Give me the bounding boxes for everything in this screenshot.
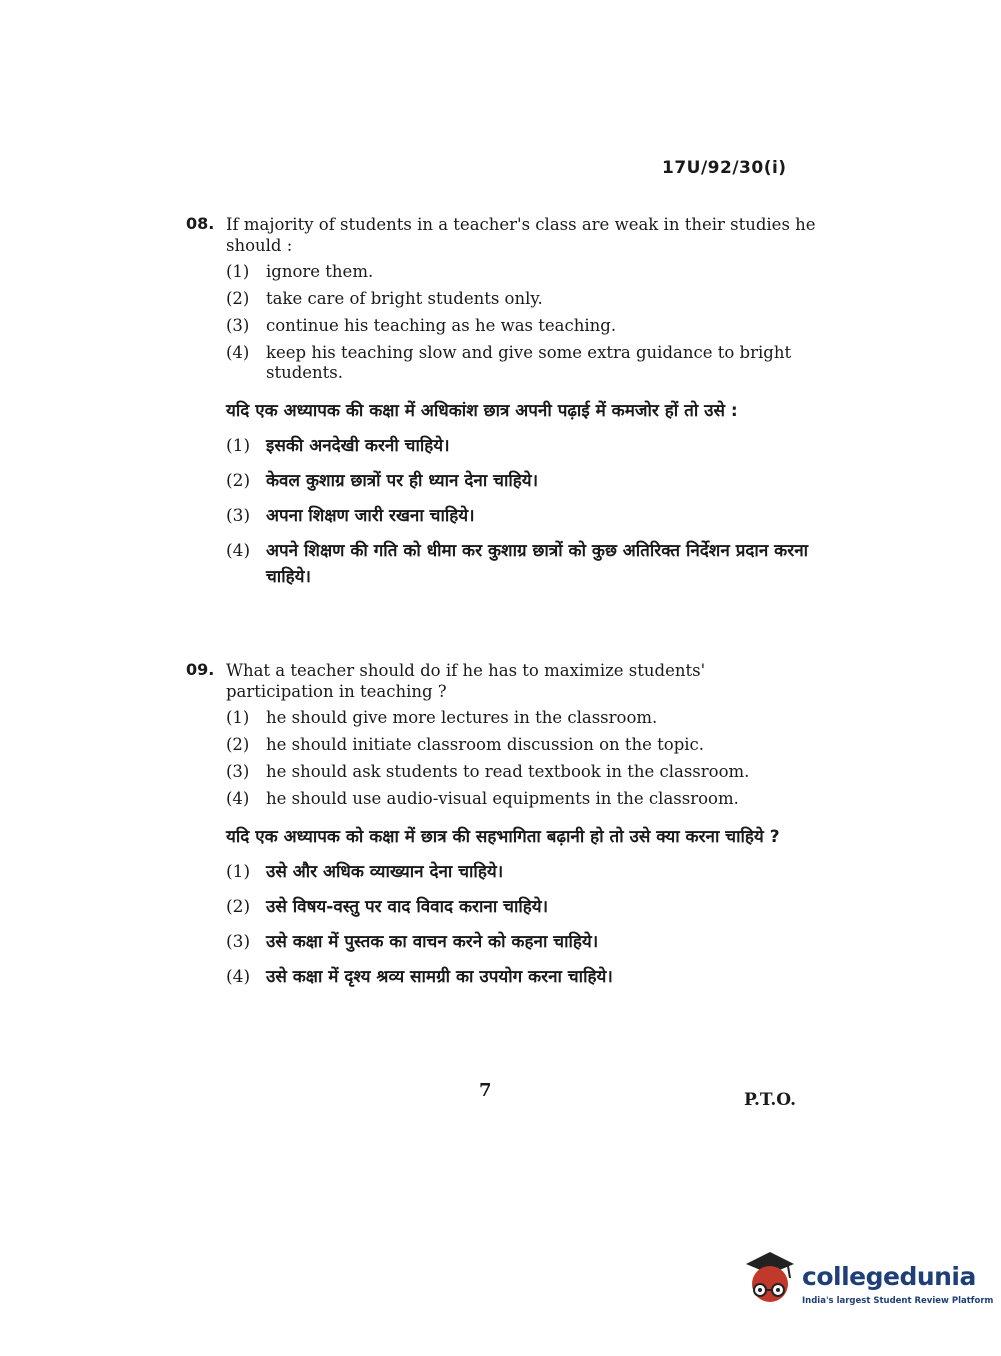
- option: [226, 262, 816, 282]
- option-number: (4): [226, 343, 250, 362]
- option-hindi: [226, 538, 816, 590]
- question-text: If majority of students in a teacher's class are weak in their studies he should :: [226, 215, 816, 255]
- option-hindi: [226, 964, 816, 990]
- option-hindi: [226, 894, 816, 920]
- option: [226, 708, 816, 728]
- option-number: (2): [226, 471, 251, 491]
- collegedunia-watermark: [742, 1248, 994, 1318]
- option: [226, 762, 816, 782]
- options-list-hindi: [226, 433, 816, 590]
- pto-label: P.T.O.: [744, 1090, 796, 1110]
- option-hindi: [226, 433, 816, 459]
- options-list: [226, 262, 816, 383]
- question-text-hindi: यदि एक अध्यापक की कक्षा में अधिकांश छात्र अपनी पढ़ाई में कमजोर हों तो उसे :: [226, 401, 738, 421]
- question-08: [186, 214, 816, 599]
- option-text: he should initiate classroom discussion on the topic.: [266, 735, 705, 754]
- option-number: (2): [226, 897, 251, 917]
- question-text-hindi: यदि एक अध्यापक को कक्षा में छात्र की सहभागिता बढ़ानी हो तो उसे क्या करना चाहिये ?: [226, 827, 780, 847]
- option-text: उसे कक्षा में दृश्य श्रव्य सामग्री का उपयोग करना चाहिये।: [266, 967, 613, 987]
- question-number: 09.: [186, 660, 215, 679]
- option-text: ignore them.: [266, 262, 374, 281]
- option-number: (3): [226, 316, 250, 335]
- option-number: (3): [226, 932, 251, 952]
- option-text: he should give more lectures in the classroom.: [266, 708, 658, 727]
- option-text: keep his teaching slow and give some extra guidance to bright students.: [266, 343, 792, 382]
- option: [226, 316, 816, 336]
- option: [226, 735, 816, 755]
- option-number: (2): [226, 735, 250, 754]
- brand-name: collegedunia: [802, 1262, 976, 1291]
- option-number: (4): [226, 541, 251, 561]
- option-number: (4): [226, 789, 250, 808]
- option: [226, 789, 816, 809]
- option-number: (1): [226, 862, 251, 882]
- option-text: take care of bright students only.: [266, 289, 543, 308]
- option-number: (4): [226, 967, 251, 987]
- brand-tagline: India's largest Student Review Platform: [802, 1296, 994, 1306]
- option-hindi: [226, 468, 816, 494]
- options-list-hindi: [226, 859, 816, 990]
- option-text: उसे विषय-वस्तु पर वाद विवाद कराना चाहिये।: [266, 897, 549, 917]
- option-number: (1): [226, 708, 250, 727]
- option-number: (2): [226, 289, 250, 308]
- option-text: केवल कुशाग्र छात्रों पर ही ध्यान देना चाहिये।: [266, 471, 539, 491]
- option-text: continue his teaching as he was teaching.: [266, 316, 617, 335]
- option-number: (1): [226, 262, 250, 281]
- option-text: अपना शिक्षण जारी रखना चाहिये।: [266, 506, 475, 526]
- option-text: उसे और अधिक व्याख्यान देना चाहिये।: [266, 862, 504, 882]
- mascot-icon: [742, 1250, 798, 1310]
- option-text: इसकी अनदेखी करनी चाहिये।: [266, 436, 450, 456]
- option-number: (3): [226, 506, 251, 526]
- question-number: 08.: [186, 214, 215, 233]
- option-text: he should ask students to read textbook in the classroom.: [266, 762, 750, 781]
- option-text: उसे कक्षा में पुस्तक का वाचन करने को कहना चाहिये।: [266, 932, 599, 952]
- question-09: [186, 660, 816, 999]
- options-list: [226, 708, 816, 809]
- option-hindi: [226, 929, 816, 955]
- option-hindi: [226, 503, 816, 529]
- option-text: अपने शिक्षण की गति को धीमा कर कुशाग्र छात्रों को कुछ अतिरिक्त निर्देशन प्रदान करना चाहिये।: [266, 541, 809, 587]
- option-text: he should use audio-visual equipments in the classroom.: [266, 789, 739, 808]
- page-number: 7: [479, 1080, 492, 1101]
- option-hindi: [226, 859, 816, 885]
- option: [226, 343, 816, 383]
- option-number: (1): [226, 436, 251, 456]
- option: [226, 289, 816, 309]
- option-number: (3): [226, 762, 250, 781]
- question-text: What a teacher should do if he has to maximize students' participation in teaching ?: [226, 661, 706, 701]
- paper-code: 17U/92/30(i): [662, 158, 787, 178]
